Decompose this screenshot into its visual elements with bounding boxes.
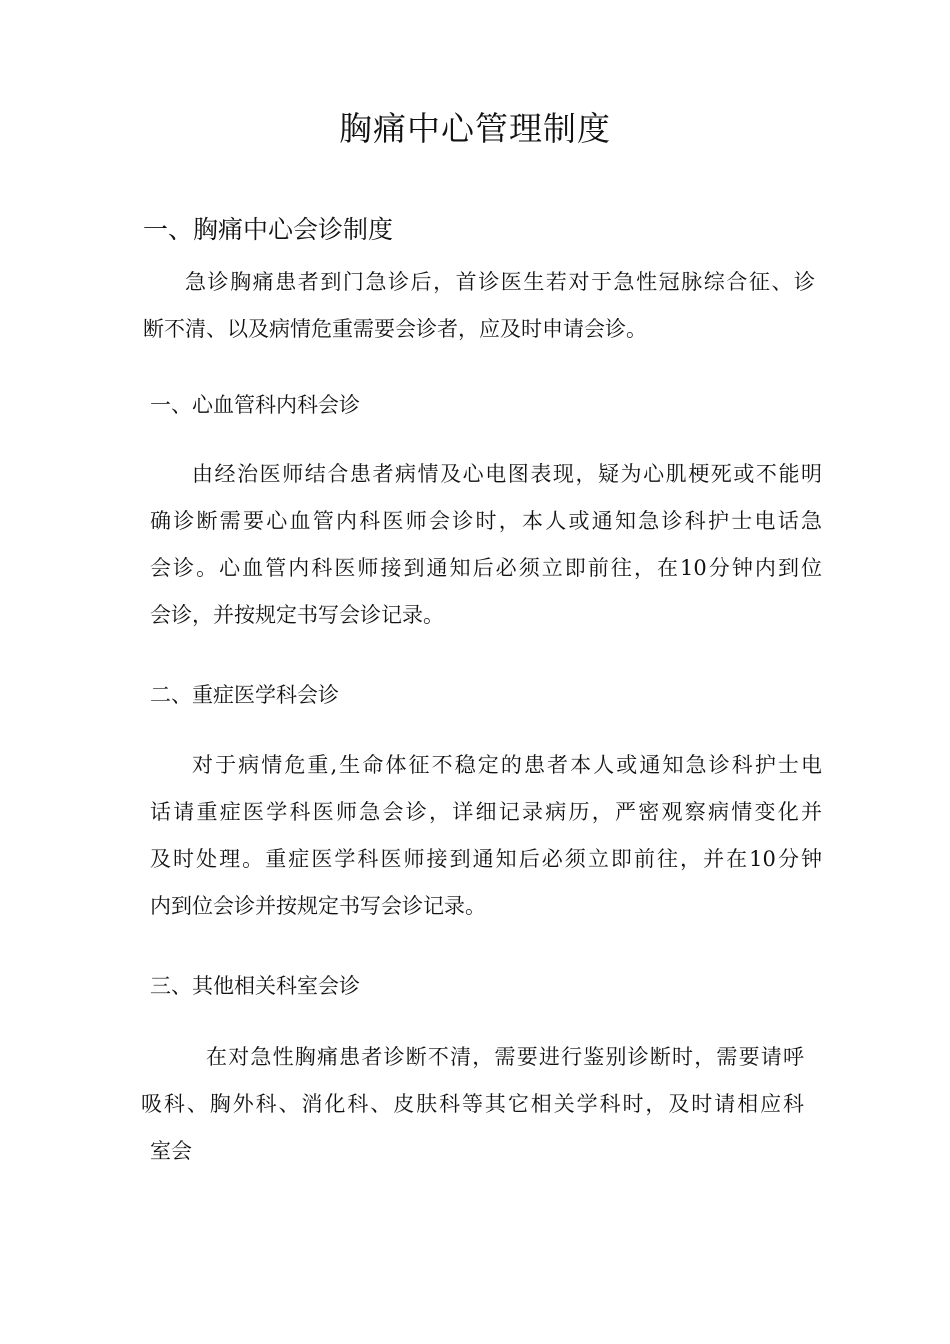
subsection-paragraph-icu	[150, 742, 822, 930]
paragraph-line: 由经治医师结合患者病情及心电图表现，疑为心肌梗死或不能明	[192, 462, 822, 486]
paragraph-line: 会诊，并按规定书写会诊记录。	[150, 603, 444, 627]
paragraph-line: 会诊。心血管内科医师接到通知后必须立即前往，在10分钟内到位	[150, 556, 822, 580]
section-heading: 一、胸痛中心会诊制度	[143, 215, 394, 244]
paragraph-line: 对于病情危重,生命体征不稳定的患者本人或通知急诊科护士电	[192, 753, 822, 777]
subsection-paragraph-cardiology	[150, 451, 822, 639]
paragraph-line: 室会	[150, 1139, 192, 1163]
paragraph-line: 断不清、以及病情危重需要会诊者，应及时申请会诊。	[143, 317, 647, 341]
section-intro-paragraph	[143, 259, 815, 353]
paragraph-line: 急诊胸痛患者到门急诊后，首诊医生若对于急性冠脉综合征、诊	[185, 270, 815, 294]
subsection-paragraph-other-depts	[141, 1034, 804, 1175]
paragraph-line: 确诊断需要心血管内科医师会诊时，本人或通知急诊科护士电话急	[150, 509, 822, 533]
paragraph-line: 吸科、胸外科、消化科、皮肤科等其它相关学科时，及时请相应科	[141, 1092, 804, 1116]
page-title: 胸痛中心管理制度	[339, 109, 611, 148]
subsection-heading-cardiology: 一、心血管科内科会诊	[150, 393, 360, 417]
paragraph-line: 内到位会诊并按规定书写会诊记录。	[150, 894, 486, 918]
paragraph-line: 在对急性胸痛患者诊断不清，需要进行鉴别诊断时，需要请呼	[206, 1045, 804, 1069]
paragraph-line: 话请重症医学科医师急会诊，详细记录病历，严密观察病情变化并	[150, 800, 822, 824]
subsection-heading-other-depts: 三、其他相关科室会诊	[150, 974, 360, 998]
subsection-heading-icu: 二、重症医学科会诊	[150, 683, 339, 707]
paragraph-line: 及时处理。重症医学科医师接到通知后必须立即前往，并在10分钟	[150, 847, 822, 871]
